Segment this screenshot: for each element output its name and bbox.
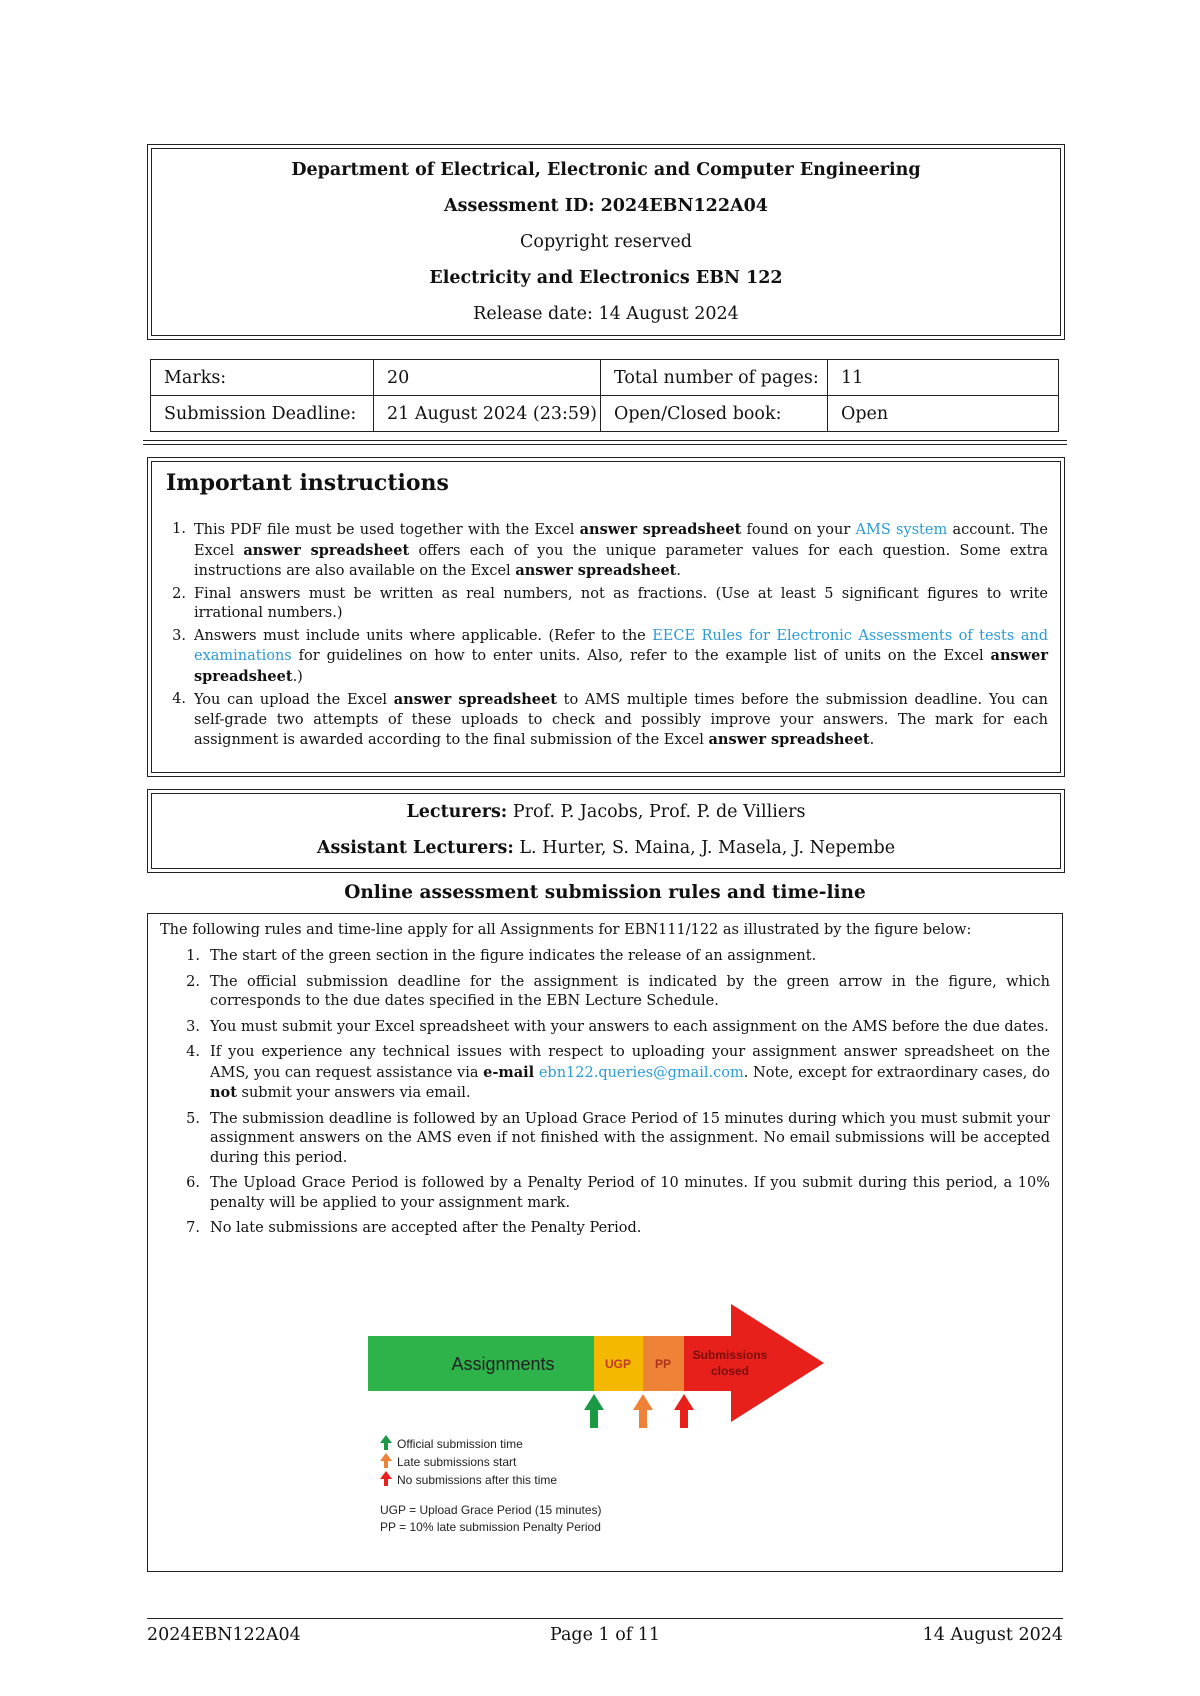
item-text: . Note, except for extraordinary cases, do	[743, 1064, 1051, 1081]
item-bold: answer spreadsheet	[579, 521, 742, 538]
footer-page-number: Page 1 of 11	[549, 1625, 661, 1645]
footer-assessment-id: 2024EBN122A04	[147, 1625, 301, 1645]
item-text: You must submit your Excel spreadsheet with your answers to each assignment on the AMS before the due dates.	[210, 1018, 1049, 1035]
item-text: The start of the green section in the figure indicates the release of an assignment.	[210, 948, 817, 964]
instructions-list	[172, 520, 1048, 754]
list-item	[186, 1174, 1050, 1213]
meta-table	[150, 359, 1059, 432]
rules-list	[186, 947, 1051, 1245]
list-item	[172, 690, 1048, 751]
closed-label-line1: Submissions	[692, 1348, 768, 1362]
item-text: found on your	[741, 522, 856, 538]
footer-date: 14 August 2024	[922, 1625, 1063, 1645]
list-item	[186, 973, 1050, 1012]
item-bold: answer spreadsheet	[515, 562, 677, 579]
meta-table-box	[147, 356, 1063, 437]
item-number: 4.	[172, 691, 186, 707]
item-text: .	[869, 732, 875, 748]
item-text: offers each of you the unique parameter values for each question. Some extra instructions are also available on the Excel	[194, 542, 1048, 579]
item-text: If you experience any technical issues with respect to uploading your assignment answer spreadsheet on the AMS, you can request assistance via	[210, 1044, 1050, 1081]
rules-intro: The following rules and time-line apply for all Assignments for EBN111/122 as illustrated by the figure below:	[160, 922, 972, 938]
list-item	[186, 947, 1050, 967]
item-text: No late submissions are accepted after the Penalty Period.	[210, 1220, 642, 1236]
item-bold: answer spreadsheet	[194, 647, 1048, 685]
book-value: Open	[828, 396, 1059, 432]
rules-section-title: Online assessment submission rules and time-line	[344, 882, 866, 903]
list-item	[186, 1043, 1051, 1104]
list-item	[172, 627, 1048, 688]
item-number: 1.	[172, 521, 186, 537]
header-box	[147, 144, 1065, 340]
item-bold: answer spreadsheet	[708, 731, 870, 748]
rules-box	[147, 913, 1063, 1572]
item-text: Final answers must be written as real numbers, not as fractions. (Use at least 5 significant figures to write irrational numbers.)	[194, 585, 1048, 621]
legend-official-submission: Official submission time	[397, 1437, 523, 1451]
copyright-notice: Copyright reserved	[520, 232, 692, 252]
item-text: Answers must include units where applicable. (Refer to the	[194, 627, 653, 644]
item-text: The Upload Grace Period is followed by a Penalty Period of 10 minutes. If you submit during this period, a 10% penalty will be applied to your assignment mark.	[210, 1175, 1050, 1211]
assistant-lecturers-names: L. Hurter, S. Maina, J. Masela, J. Nepembe	[519, 838, 896, 858]
item-number: 1.	[186, 948, 200, 964]
course-title: Electricity and Electronics EBN 122	[429, 268, 783, 288]
book-label: Open/Closed book:	[601, 396, 828, 432]
list-item	[186, 1018, 1050, 1038]
item-text: The submission deadline is followed by an Upload Grace Period of 15 minutes during which you must submit your assignment answers on the AMS even if not finished with the assignment. No email submissions will be accepted during this period.	[210, 1110, 1050, 1166]
instructions-inner-frame	[151, 461, 1061, 773]
lecturers-label: Lecturers:	[406, 802, 508, 822]
queries-email-link[interactable]: ebn122.queries@gmail.com	[538, 1064, 744, 1081]
deadline-label: Submission Deadline:	[151, 396, 374, 432]
table-row	[151, 396, 1059, 432]
ugp-definition: UGP = Upload Grace Period (15 minutes)	[380, 1503, 602, 1517]
table-row	[151, 360, 1059, 396]
legend-no-submissions: No submissions after this time	[397, 1473, 558, 1487]
timeline-figure	[368, 1304, 828, 1534]
footer-rule	[147, 1618, 1063, 1619]
closed-label-line2: closed	[710, 1364, 750, 1378]
release-date: Release date: 14 August 2024	[473, 304, 739, 324]
assistant-lecturers-label: Assistant Lecturers:	[316, 838, 514, 858]
item-bold: answer spreadsheet	[393, 691, 557, 708]
header-inner-frame	[151, 148, 1061, 336]
legend-late-submissions: Late submissions start	[397, 1455, 517, 1469]
orange-up-arrow-icon	[633, 1394, 653, 1428]
item-text: .	[676, 563, 681, 579]
item-number: 2.	[186, 973, 200, 990]
list-item	[172, 520, 1048, 582]
item-text: account. The Excel	[194, 522, 1048, 559]
item-text: This PDF file must be used together with the Excel	[194, 522, 580, 538]
marks-value: 20	[374, 360, 601, 396]
item-number: 7.	[186, 1220, 200, 1236]
assessment-id: Assessment ID: 2024EBN122A04	[444, 196, 768, 216]
eece-rules-link[interactable]: EECE Rules for Electronic Assessments of tests and examinations	[194, 627, 1048, 664]
ugp-label: UGP	[604, 1357, 632, 1371]
item-text: You can upload the Excel	[194, 692, 394, 708]
item-text: submit your answers via email.	[236, 1085, 471, 1101]
lecturers-inner-frame	[151, 793, 1061, 869]
legend-orange-arrow-icon	[380, 1453, 392, 1468]
item-text: .)	[292, 668, 303, 685]
red-up-arrow-icon	[674, 1394, 694, 1428]
item-number: 4.	[186, 1044, 200, 1060]
pages-value: 11	[828, 360, 1059, 396]
item-number: 3.	[172, 627, 186, 644]
submissions-closed-arrow	[684, 1304, 824, 1422]
marks-label: Marks:	[151, 360, 374, 396]
lecturers-names: Prof. P. Jacobs, Prof. P. de Villiers	[512, 802, 806, 822]
instructions-box	[147, 457, 1065, 777]
pages-label: Total number of pages:	[601, 360, 828, 396]
item-bold: e-mail	[483, 1063, 535, 1081]
list-item	[186, 1219, 1050, 1239]
lecturers-line	[152, 802, 1060, 822]
item-bold: not	[210, 1084, 237, 1101]
pp-label: PP	[654, 1357, 672, 1371]
list-item	[186, 1110, 1050, 1169]
assignments-label: Assignments	[451, 1354, 555, 1374]
item-number: 5.	[186, 1110, 200, 1127]
assistant-lecturers-line	[152, 838, 1060, 858]
instructions-title: Important instructions	[166, 470, 449, 496]
list-item	[172, 585, 1048, 624]
table-double-rule	[143, 440, 1067, 445]
ams-system-link[interactable]: AMS system	[855, 522, 948, 538]
green-up-arrow-icon	[584, 1394, 604, 1428]
item-text: to AMS multiple times before the submission deadline. You can self-grade two attempts of these uploads to check and possibly improve your answers. The mark for each assignment is awarded according to the final submission of the Excel	[194, 692, 1048, 748]
deadline-value: 21 August 2024 (23:59)	[374, 396, 601, 432]
department-name: Department of Electrical, Electronic and Computer Engineering	[291, 160, 921, 180]
item-text: The official submission deadline for the assignment is indicated by the green arrow in the figure, which corresponds to the due dates specified in the EBN Lecture Schedule.	[210, 973, 1050, 1009]
legend-green-arrow-icon	[380, 1435, 392, 1450]
legend-red-arrow-icon	[380, 1471, 392, 1486]
item-text: for guidelines on how to enter units. Also, refer to the example list of units on the Excel	[291, 648, 991, 664]
item-number: 2.	[172, 585, 186, 602]
item-number: 6.	[186, 1175, 200, 1191]
item-number: 3.	[186, 1018, 200, 1035]
item-bold: answer spreadsheet	[243, 541, 410, 559]
lecturers-box	[147, 789, 1065, 873]
pp-definition: PP = 10% late submission Penalty Period	[380, 1520, 601, 1534]
